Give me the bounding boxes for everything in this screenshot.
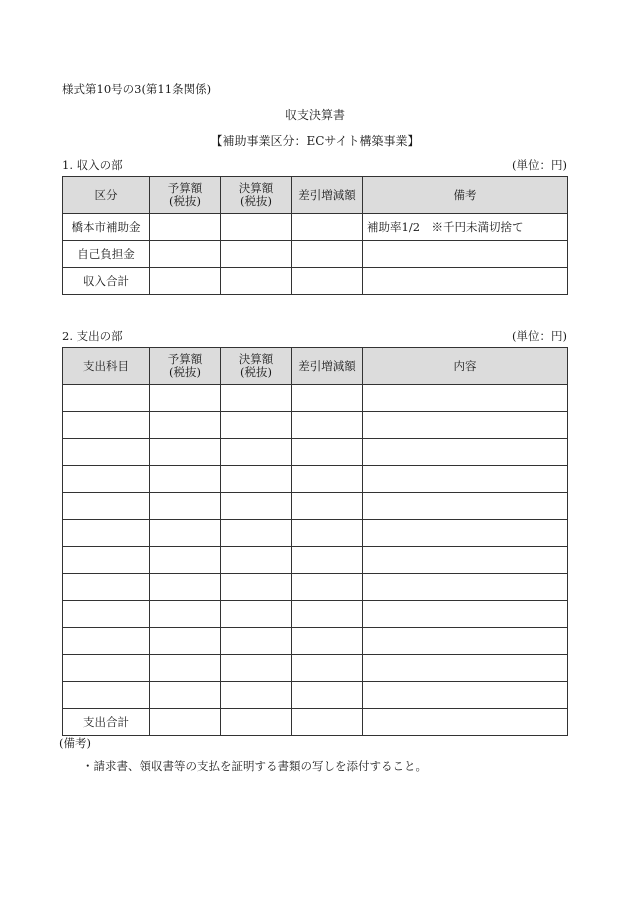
content-cell[interactable] <box>363 439 568 466</box>
settlement-cell[interactable] <box>221 682 292 709</box>
difference-cell[interactable] <box>292 214 363 241</box>
settlement-cell[interactable] <box>221 439 292 466</box>
table-row <box>63 547 568 574</box>
budget-cell[interactable] <box>150 241 221 268</box>
difference-cell[interactable] <box>292 439 363 466</box>
content-cell[interactable] <box>363 520 568 547</box>
settlement-cell[interactable] <box>221 628 292 655</box>
expense-item-cell[interactable] <box>63 655 150 682</box>
table-row <box>63 682 568 709</box>
remarks-label: (備考) <box>59 736 91 750</box>
income-header-cell: 備考 <box>363 177 568 214</box>
expense-item-cell[interactable] <box>63 574 150 601</box>
budget-cell[interactable] <box>150 493 221 520</box>
content-cell[interactable] <box>363 682 568 709</box>
expense-section-title: 2. 支出の部 <box>62 329 123 343</box>
content-cell[interactable] <box>363 466 568 493</box>
expense-table <box>62 347 568 736</box>
expense-item-cell[interactable] <box>63 682 150 709</box>
expense-item-cell[interactable] <box>63 439 150 466</box>
expense-header-cell: 差引増減額 <box>292 348 363 385</box>
content-cell[interactable] <box>363 709 568 736</box>
table-row <box>63 574 568 601</box>
expense-item-cell[interactable] <box>63 412 150 439</box>
income-header-cell: 決算額 (税抜) <box>221 177 292 214</box>
expense-item-cell[interactable] <box>63 601 150 628</box>
budget-cell[interactable] <box>150 709 221 736</box>
difference-cell[interactable] <box>292 547 363 574</box>
remarks-cell[interactable] <box>363 268 568 295</box>
budget-cell[interactable] <box>150 574 221 601</box>
income-row-label: 橋本市補助金 <box>63 214 150 241</box>
expense-header-cell: 内容 <box>363 348 568 385</box>
table-row <box>63 385 568 412</box>
table-row <box>63 601 568 628</box>
table-row <box>63 268 568 295</box>
expense-header-cell: 予算額 (税抜) <box>150 348 221 385</box>
content-cell[interactable] <box>363 385 568 412</box>
difference-cell[interactable] <box>292 628 363 655</box>
settlement-cell[interactable] <box>221 709 292 736</box>
settlement-cell[interactable] <box>221 547 292 574</box>
content-cell[interactable] <box>363 628 568 655</box>
content-cell[interactable] <box>363 547 568 574</box>
expense-header-cell: 決算額 (税抜) <box>221 348 292 385</box>
difference-cell[interactable] <box>292 682 363 709</box>
budget-cell[interactable] <box>150 466 221 493</box>
budget-cell[interactable] <box>150 214 221 241</box>
settlement-cell[interactable] <box>221 493 292 520</box>
budget-cell[interactable] <box>150 655 221 682</box>
expense-item-cell[interactable] <box>63 466 150 493</box>
income-header-cell: 差引増減額 <box>292 177 363 214</box>
content-cell[interactable] <box>363 655 568 682</box>
content-cell[interactable] <box>363 412 568 439</box>
settlement-cell[interactable] <box>221 574 292 601</box>
table-row <box>63 412 568 439</box>
settlement-cell[interactable] <box>221 412 292 439</box>
income-table <box>62 176 568 295</box>
difference-cell[interactable] <box>292 709 363 736</box>
income-header-cell: 予算額 (税抜) <box>150 177 221 214</box>
expense-item-cell[interactable] <box>63 385 150 412</box>
difference-cell[interactable] <box>292 466 363 493</box>
difference-cell[interactable] <box>292 493 363 520</box>
expense-item-cell[interactable] <box>63 493 150 520</box>
settlement-cell[interactable] <box>221 601 292 628</box>
budget-cell[interactable] <box>150 682 221 709</box>
table-row <box>63 709 568 736</box>
settlement-cell[interactable] <box>221 655 292 682</box>
income-total-label: 収入合計 <box>63 268 150 295</box>
settlement-cell[interactable] <box>221 520 292 547</box>
budget-cell[interactable] <box>150 439 221 466</box>
difference-cell[interactable] <box>292 268 363 295</box>
expense-unit-label: (単位：円) <box>512 329 567 343</box>
table-row <box>63 520 568 547</box>
budget-cell[interactable] <box>150 412 221 439</box>
document-title: 収支決算書 <box>284 108 345 122</box>
settlement-cell[interactable] <box>221 385 292 412</box>
remarks-cell[interactable] <box>363 241 568 268</box>
expense-header-cell: 支出科目 <box>63 348 150 385</box>
subsidy-category: 【補助事業区分：ECサイト構築事業】 <box>210 134 420 148</box>
expense-total-label: 支出合計 <box>63 709 150 736</box>
budget-cell[interactable] <box>150 268 221 295</box>
difference-cell[interactable] <box>292 574 363 601</box>
content-cell[interactable] <box>363 601 568 628</box>
expense-item-cell[interactable] <box>63 520 150 547</box>
difference-cell[interactable] <box>292 655 363 682</box>
table-row <box>63 214 568 241</box>
expense-section-header <box>62 328 567 344</box>
remarks-cell[interactable]: 補助率1/2 ※千円未満切捨て <box>363 214 568 241</box>
budget-cell[interactable] <box>150 385 221 412</box>
expense-header-row <box>63 348 568 385</box>
difference-cell[interactable] <box>292 412 363 439</box>
income-section-title: 1. 収入の部 <box>62 158 123 172</box>
budget-cell[interactable] <box>150 628 221 655</box>
income-unit-label: (単位：円) <box>512 158 567 172</box>
settlement-cell[interactable] <box>221 241 292 268</box>
table-row <box>63 628 568 655</box>
table-row <box>63 655 568 682</box>
budget-cell[interactable] <box>150 520 221 547</box>
attachment-note: ・請求書、領収書等の支払を証明する書類の写しを添付すること。 <box>82 759 427 773</box>
table-row <box>63 241 568 268</box>
budget-cell[interactable] <box>150 601 221 628</box>
difference-cell[interactable] <box>292 601 363 628</box>
budget-cell[interactable] <box>150 547 221 574</box>
form-number: 様式第10号の3(第11条関係) <box>62 82 212 96</box>
settlement-cell[interactable] <box>221 214 292 241</box>
difference-cell[interactable] <box>292 241 363 268</box>
difference-cell[interactable] <box>292 385 363 412</box>
expense-item-cell[interactable] <box>63 547 150 574</box>
income-header-row <box>63 177 568 214</box>
table-row <box>63 493 568 520</box>
table-row <box>63 439 568 466</box>
content-cell[interactable] <box>363 574 568 601</box>
content-cell[interactable] <box>363 493 568 520</box>
table-row <box>63 466 568 493</box>
income-row-label: 自己負担金 <box>63 241 150 268</box>
income-section-header <box>62 157 567 173</box>
difference-cell[interactable] <box>292 520 363 547</box>
income-header-cell: 区分 <box>63 177 150 214</box>
expense-item-cell[interactable] <box>63 628 150 655</box>
settlement-cell[interactable] <box>221 268 292 295</box>
settlement-cell[interactable] <box>221 466 292 493</box>
